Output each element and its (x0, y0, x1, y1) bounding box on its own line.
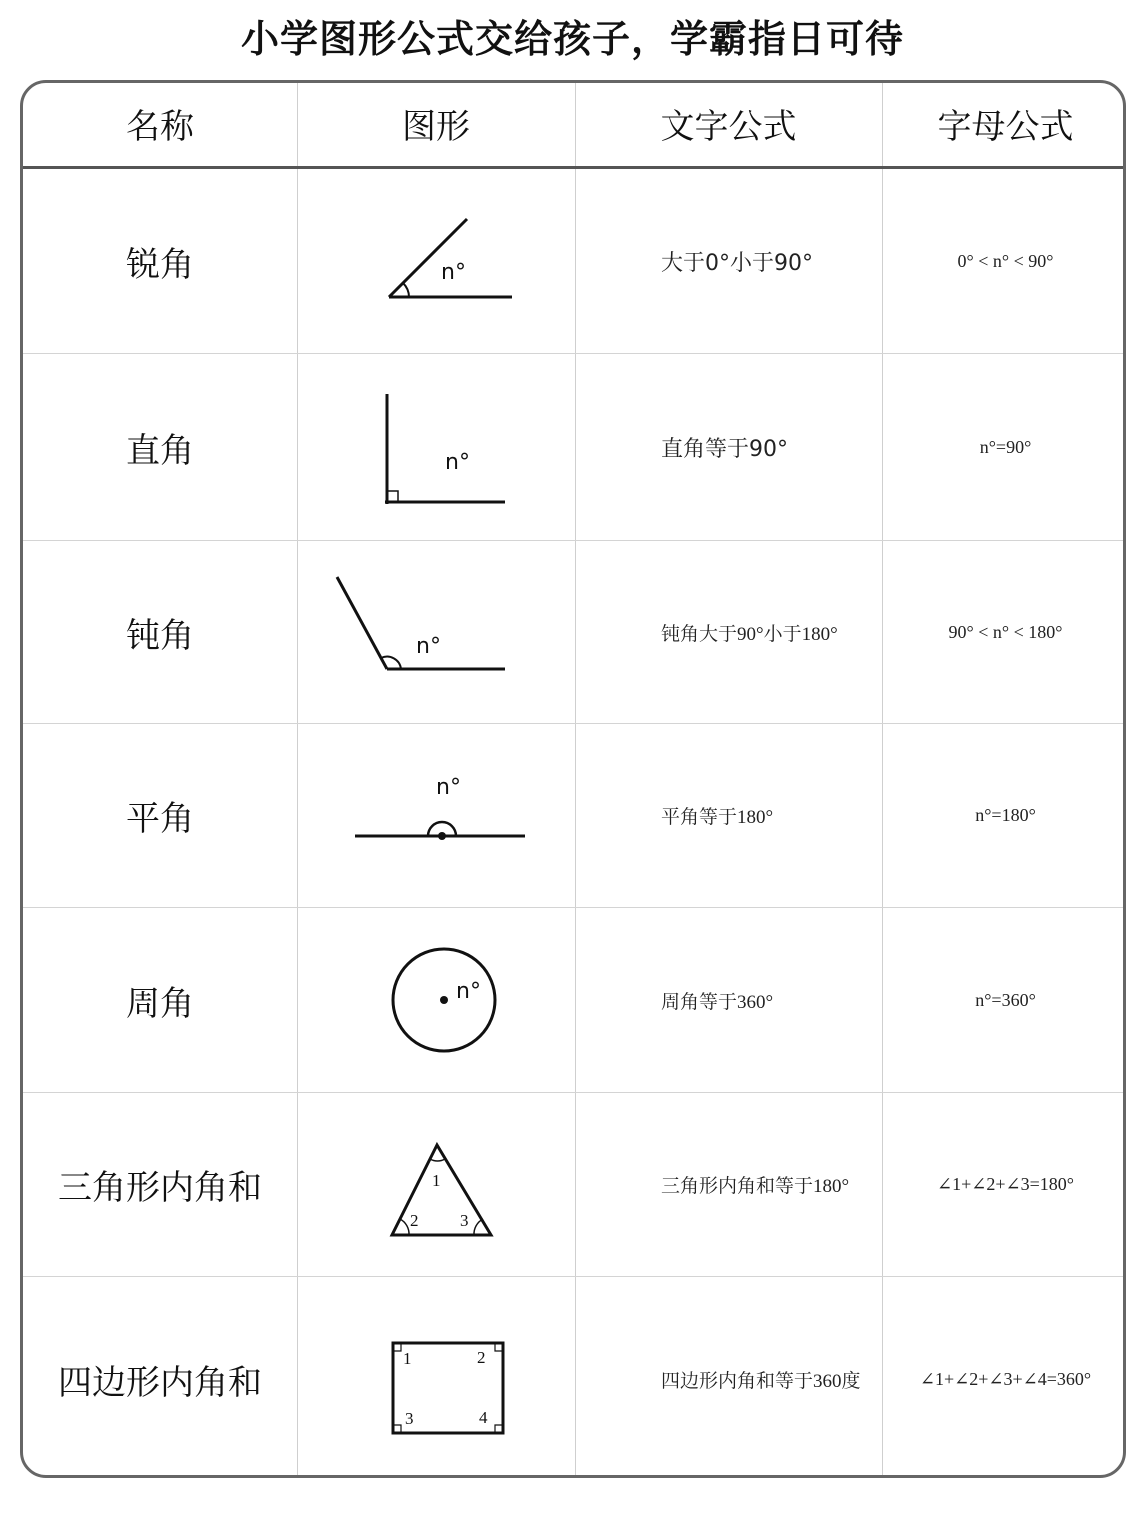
table-row-round (23, 908, 1123, 1093)
round-angle-figure (297, 908, 575, 1092)
quadrilateral-figure (297, 1277, 575, 1478)
header-text-formula: 文字公式 (660, 107, 797, 147)
angle-3-label: 3 (405, 1409, 414, 1428)
letter-formula: ∠1+∠2+∠3+∠4=360° (919, 1368, 1092, 1389)
table-row-triangle (23, 1093, 1123, 1277)
row-name: 锐角 (126, 244, 194, 285)
angle-label: n° (441, 260, 466, 285)
row-name: 钝角 (126, 615, 194, 656)
letter-formula: 90° < n° < 180° (948, 621, 1063, 642)
table-row-obtuse (23, 541, 1123, 724)
angle-1-label: 1 (403, 1349, 412, 1368)
row-name: 直角 (126, 430, 194, 471)
angle-label: n° (456, 979, 481, 1004)
text-formula: 周角等于360° (661, 991, 774, 1013)
letter-formula: n°=90° (979, 436, 1032, 457)
page-title: 小学图形公式交给孩子，学霸指日可待 (240, 17, 904, 61)
row-name: 平角 (126, 799, 194, 839)
letter-formula: n°=180° (975, 805, 1036, 825)
angle-label: n° (445, 450, 470, 475)
formula-table (20, 80, 1126, 1478)
table-header (23, 83, 1123, 169)
straight-angle-figure (297, 724, 575, 907)
acute-angle-figure (297, 169, 575, 353)
text-formula: 大于0°小于90° (661, 250, 813, 276)
text-formula: 钝角大于90°小于180° (661, 623, 838, 645)
text-formula: 直角等于90° (661, 436, 788, 462)
angle-3-label: 3 (460, 1211, 469, 1230)
letter-formula: 0° < n° < 90° (957, 250, 1054, 271)
triangle-figure (297, 1093, 575, 1276)
obtuse-angle-figure (297, 541, 575, 723)
angle-label: n° (436, 775, 461, 800)
header-name: 名称 (126, 107, 194, 147)
text-formula: 四边形内角和等于360度 (661, 1370, 861, 1392)
text-formula: 三角形内角和等于180° (661, 1176, 850, 1197)
table-row-straight (23, 724, 1123, 908)
angle-2-label: 2 (410, 1211, 419, 1230)
table-row-quadrilateral (23, 1277, 1123, 1478)
angle-label: n° (416, 634, 441, 659)
angle-4-label: 4 (479, 1408, 488, 1427)
text-formula: 平角等于180° (661, 807, 774, 828)
angle-1-label: 1 (432, 1171, 441, 1190)
table-row-right (23, 354, 1123, 541)
header-letter-formula: 字母公式 (937, 107, 1074, 147)
letter-formula: n°=360° (975, 989, 1036, 1010)
row-name: 三角形内角和 (58, 1168, 262, 1208)
header-shape: 图形 (402, 107, 470, 147)
angle-2-label: 2 (477, 1348, 486, 1367)
row-name: 四边形内角和 (58, 1362, 262, 1403)
table-row-acute (23, 169, 1123, 354)
right-angle-figure (297, 354, 575, 540)
letter-formula: ∠1+∠2+∠3=180° (937, 1174, 1074, 1194)
row-name: 周角 (126, 983, 194, 1024)
